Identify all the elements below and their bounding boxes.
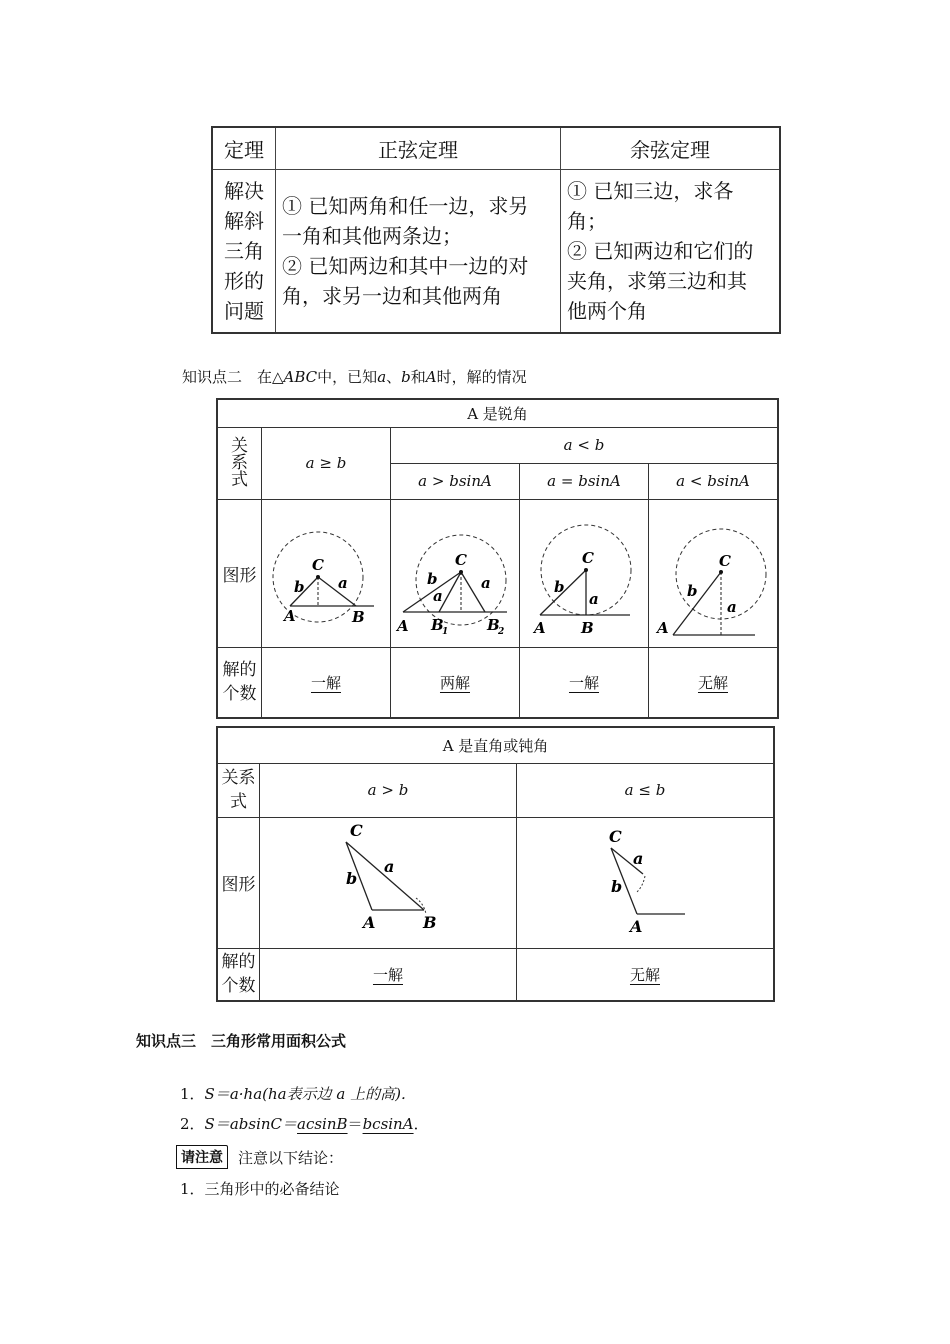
- label-a: a: [338, 574, 348, 592]
- rel-a-ge-b: a ≥ b: [262, 427, 391, 499]
- label-B2-subscript: 2: [498, 627, 505, 636]
- figure-one-solution: [262, 499, 391, 647]
- figure-label: 图形: [217, 817, 260, 948]
- label-C: C: [609, 826, 622, 846]
- label-a: a: [633, 848, 644, 868]
- point3-heading: 知识点三 三角形常用面积公式: [136, 1032, 347, 1050]
- count-label: 解的 个数: [217, 948, 260, 1001]
- relation-label: 关系 式: [217, 763, 260, 817]
- figure-obtuse-one-solution: [260, 817, 517, 948]
- label-B2: B: [487, 616, 500, 634]
- rel-a-eq-bsinA: a = bsinA: [520, 463, 649, 499]
- label-b: b: [346, 868, 358, 888]
- label-B1: B: [431, 616, 444, 634]
- header-cosine-law: 余弦定理: [561, 127, 781, 169]
- acute-title: A 是锐角: [217, 399, 778, 427]
- count-one-1: 一解: [262, 647, 391, 718]
- rel-a-le-b: a ≤ b: [517, 763, 775, 817]
- label-A: A: [657, 619, 669, 636]
- figure-one-solution-tangent: [520, 499, 649, 647]
- label-A: A: [363, 912, 376, 932]
- figure-label: 图形: [217, 499, 262, 647]
- label-b: b: [611, 876, 623, 896]
- point2-heading: 知识点二 在△ABC中，已知a、b和A时，解的情况: [182, 368, 527, 386]
- label-b: b: [554, 578, 565, 596]
- triangle-figure-a-lt-bsinA: [649, 506, 777, 636]
- notice-tag: 请注意: [176, 1145, 228, 1169]
- label-b: b: [687, 582, 698, 600]
- label-a: a: [589, 590, 599, 608]
- obtuse-no-solution-figure: [517, 818, 773, 944]
- rel-a-gt-b: a > b: [260, 763, 517, 817]
- rel-a-gt-bsinA: a > bsinA: [391, 463, 520, 499]
- cosine-law-cases: ① 已知三边，求各角； ② 已知两边和它们的 夹角，求第三边和其 他两个角: [561, 169, 781, 333]
- rel-a-lt-b: a < b: [391, 427, 779, 463]
- figure-obtuse-no-solution: [517, 817, 775, 948]
- sine-law-cases: ① 已知两角和任一边，求另 一角和其他两条边； ② 已知两边和其中一边的对 角，求另一边和其他两角: [276, 169, 561, 333]
- label-C: C: [582, 549, 594, 567]
- label-a: a: [727, 598, 737, 616]
- figure-two-solutions: [391, 499, 520, 647]
- figure-no-solution: [649, 499, 779, 647]
- count-obtuse-one: 一解: [260, 948, 517, 1001]
- label-b: b: [427, 570, 438, 588]
- label-B: B: [352, 608, 365, 626]
- label-A: A: [397, 617, 409, 635]
- relation-label: 关 系 式: [217, 427, 262, 499]
- header-sine-law: 正弦定理: [276, 127, 561, 169]
- triangle-figure-two-solutions: [391, 506, 519, 636]
- row-label-solve-triangles: 解决 解斜 三角 形的 问题: [212, 169, 276, 333]
- rel-a-lt-bsinA: a < bsinA: [649, 463, 779, 499]
- label-A: A: [284, 607, 296, 625]
- obtuse-triangle-figure: [260, 818, 516, 944]
- label-a: a: [481, 574, 491, 592]
- acute-angle-table: [216, 398, 779, 719]
- count-label: 解的 个数: [217, 647, 262, 718]
- label-C: C: [455, 551, 467, 569]
- conclusion-line: 1．三角形中的必备结论: [180, 1180, 340, 1198]
- label-a-inner: a: [433, 587, 443, 605]
- triangle-figure-a-eq-bsinA: [520, 506, 648, 636]
- label-a: a: [384, 856, 395, 876]
- label-b: b: [294, 578, 305, 596]
- count-one-2: 一解: [520, 647, 649, 718]
- area-formula-1: 1．S＝a·ha(ha表示边 a 上的高)．: [180, 1085, 416, 1103]
- label-C: C: [312, 556, 324, 574]
- obtuse-angle-table: [216, 726, 775, 1002]
- count-obtuse-none: 无解: [517, 948, 775, 1001]
- area-formula-2: 2．S＝absinC＝acsinB＝bcsinA．: [180, 1115, 429, 1133]
- label-A: A: [630, 916, 643, 936]
- label-C: C: [350, 820, 363, 840]
- label-B: B: [423, 912, 437, 932]
- label-B: B: [581, 619, 594, 636]
- triangle-figure-a-ge-b: [262, 506, 390, 636]
- notice-line: [176, 1145, 343, 1169]
- count-none: 无解: [649, 647, 779, 718]
- obtuse-title: A 是直角或钝角: [217, 727, 774, 763]
- count-two: 两解: [391, 647, 520, 718]
- label-C: C: [719, 552, 731, 570]
- header-theorem: 定理: [212, 127, 276, 169]
- label-A: A: [534, 619, 546, 636]
- theorem-table: [211, 126, 781, 334]
- notice-text: 注意以下结论：: [238, 1148, 344, 1167]
- label-B1-subscript: 1: [442, 627, 449, 636]
